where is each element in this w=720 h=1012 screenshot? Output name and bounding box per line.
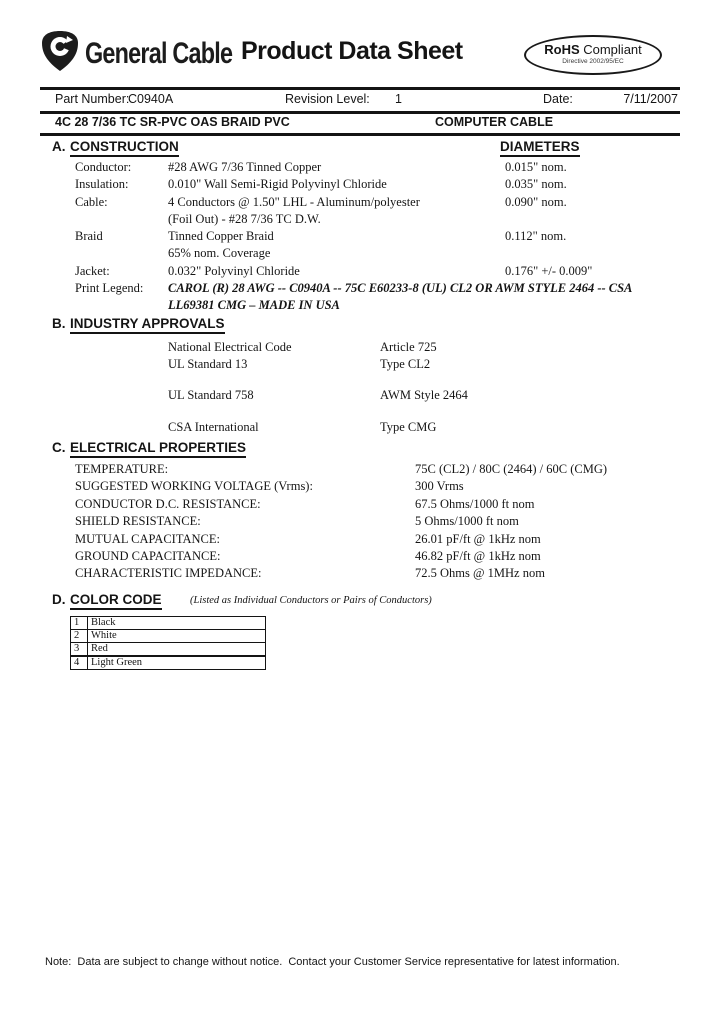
rohs-compliant-badge	[524, 35, 662, 75]
construction-value: 0.010" Wall Semi-Rigid Polyvinyl Chloride	[168, 177, 387, 192]
electrical-row	[75, 565, 675, 582]
electrical-row	[75, 496, 675, 513]
approval-standard: UL Standard 758	[168, 387, 254, 402]
electrical-row	[75, 548, 675, 565]
electrical-row	[75, 531, 675, 548]
section-letter: A.	[52, 139, 66, 154]
approval-row	[168, 356, 648, 373]
color-code-row	[71, 643, 266, 657]
electrical-row	[75, 513, 675, 530]
section-letter: B.	[52, 316, 66, 331]
product-name: 4C 28 7/36 TC SR-PVC OAS BRAID PVC	[55, 115, 290, 129]
construction-diameter: 0.176" +/- 0.009"	[505, 263, 593, 278]
page-title: Product Data Sheet	[241, 37, 463, 65]
rohs-label: RoHS Compliant	[544, 42, 642, 57]
approval-detail: Article 725	[380, 340, 437, 354]
construction-label: Insulation:	[75, 177, 129, 192]
construction-value: 4 Conductors @ 1.50" LHL - Aluminum/polyester	[168, 194, 420, 209]
product-row	[40, 115, 680, 130]
construction-label: Braid	[75, 229, 103, 244]
electrical-rows	[75, 461, 675, 583]
approval-rows	[168, 339, 648, 436]
date-label: Date:	[543, 92, 573, 106]
product-category: COMPUTER CABLE	[435, 115, 554, 129]
electrical-value: 26.01 pF/ft @ 1kHz nom	[415, 531, 541, 546]
diameters-column-title: DIAMETERS	[500, 139, 580, 157]
approval-row	[168, 387, 648, 404]
construction-row	[75, 176, 687, 193]
section-title: ELECTRICAL PROPERTIES	[70, 440, 246, 458]
electrical-value: 5 Ohms/1000 ft nom	[415, 514, 519, 529]
approval-detail: AWM Style 2464	[380, 387, 468, 402]
color-code-row	[71, 630, 266, 643]
electrical-label: SUGGESTED WORKING VOLTAGE (Vrms):	[75, 479, 313, 494]
construction-label: Cable:	[75, 194, 108, 209]
construction-row	[75, 263, 687, 280]
section-title: INDUSTRY APPROVALS	[70, 316, 225, 334]
electrical-value: 67.5 Ohms/1000 ft nom	[415, 496, 535, 511]
construction-value: Tinned Copper Braid	[168, 229, 274, 244]
construction-row	[75, 159, 687, 176]
footer-note: Note: Data are subject to change without notice. Contact your Customer Service representative for latest information.	[45, 956, 620, 968]
color-code-row	[71, 656, 266, 670]
construction-diameter: 0.035" nom.	[505, 177, 567, 192]
construction-label: Print Legend:	[75, 281, 144, 296]
electrical-value: 46.82 pF/ft @ 1kHz nom	[415, 549, 541, 564]
approval-detail: Type CL2	[380, 357, 431, 372]
approval-detail: Type CMG	[380, 419, 437, 434]
construction-label: Jacket:	[75, 263, 110, 278]
revision-level-label: Revision Level:	[285, 92, 370, 106]
brand-logo	[40, 30, 274, 77]
approval-row	[168, 339, 648, 356]
part-number-value: C0940A	[128, 92, 174, 106]
conductor-number: 4	[71, 656, 88, 670]
divider	[40, 111, 680, 114]
section-title: COLOR CODE	[70, 592, 162, 610]
divider	[40, 133, 680, 136]
construction-diameter: 0.090" nom.	[505, 194, 567, 209]
conductor-number: 2	[71, 630, 88, 643]
approval-standard: UL Standard 13	[168, 357, 248, 372]
construction-value: 0.032" Polyvinyl Chloride	[168, 263, 300, 278]
conductor-color: Light Green	[88, 656, 266, 670]
electrical-row	[75, 461, 675, 478]
construction-row	[75, 194, 687, 211]
conductor-number: 3	[71, 643, 88, 657]
electrical-label: GROUND CAPACITANCE:	[75, 549, 221, 564]
conductor-color: Black	[88, 617, 266, 630]
conductor-color: White	[88, 630, 266, 643]
construction-value: (Foil Out) - #28 7/36 TC D.W.	[168, 211, 321, 226]
construction-diameter: 0.015" nom.	[505, 160, 567, 174]
date-value: 7/11/2007	[623, 92, 678, 106]
construction-row	[75, 211, 687, 228]
construction-row-print-legend	[75, 280, 687, 315]
construction-row	[75, 245, 687, 262]
rohs-directive: Directive 2002/95/EC	[562, 58, 624, 65]
revision-level-value: 1	[395, 92, 402, 106]
brand-name: General Cable	[85, 36, 233, 70]
electrical-label: CONDUCTOR D.C. RESISTANCE:	[75, 496, 261, 511]
electrical-label: SHIELD RESISTANCE:	[75, 514, 201, 529]
section-letter: C.	[52, 440, 66, 455]
print-legend-text: CAROL (R) 28 AWG -- C0940A -- 75C E60233-8 (UL) CL2 OR AWM STYLE 2464 -- CSA LL69381 CMG – MADE IN USA	[168, 281, 632, 313]
electrical-row	[75, 478, 675, 495]
construction-row	[75, 228, 687, 245]
construction-value: #28 AWG 7/36 Tinned Copper	[168, 160, 322, 174]
part-number-label: Part Number:	[55, 92, 130, 106]
color-code-note: (Listed as Individual Conductors or Pairs of Conductors)	[190, 595, 432, 606]
electrical-label: MUTUAL CAPACITANCE:	[75, 531, 220, 546]
electrical-value: 72.5 Ohms @ 1MHz nom	[415, 566, 545, 581]
approval-standard: CSA International	[168, 419, 259, 434]
electrical-value: 75C (CL2) / 80C (2464) / 60C (CMG)	[415, 462, 608, 476]
color-code-table	[70, 616, 266, 670]
meta-row	[40, 92, 680, 108]
electrical-label: CHARACTERISTIC IMPEDANCE:	[75, 566, 262, 581]
construction-diameter: 0.112" nom.	[505, 229, 567, 244]
electrical-label: TEMPERATURE:	[75, 462, 169, 476]
conductor-number: 1	[71, 617, 88, 630]
approval-row	[168, 419, 648, 436]
brand-shield-icon	[40, 30, 80, 77]
construction-value: 65% nom. Coverage	[168, 246, 271, 261]
construction-rows	[75, 159, 687, 315]
divider	[40, 87, 680, 90]
electrical-value: 300 Vrms	[415, 479, 464, 494]
section-letter: D.	[52, 592, 66, 607]
approval-standard: National Electrical Code	[168, 340, 292, 354]
construction-label: Conductor:	[75, 160, 132, 174]
conductor-color: Red	[88, 643, 266, 657]
color-code-row	[71, 617, 266, 630]
section-title: CONSTRUCTION	[70, 139, 179, 157]
